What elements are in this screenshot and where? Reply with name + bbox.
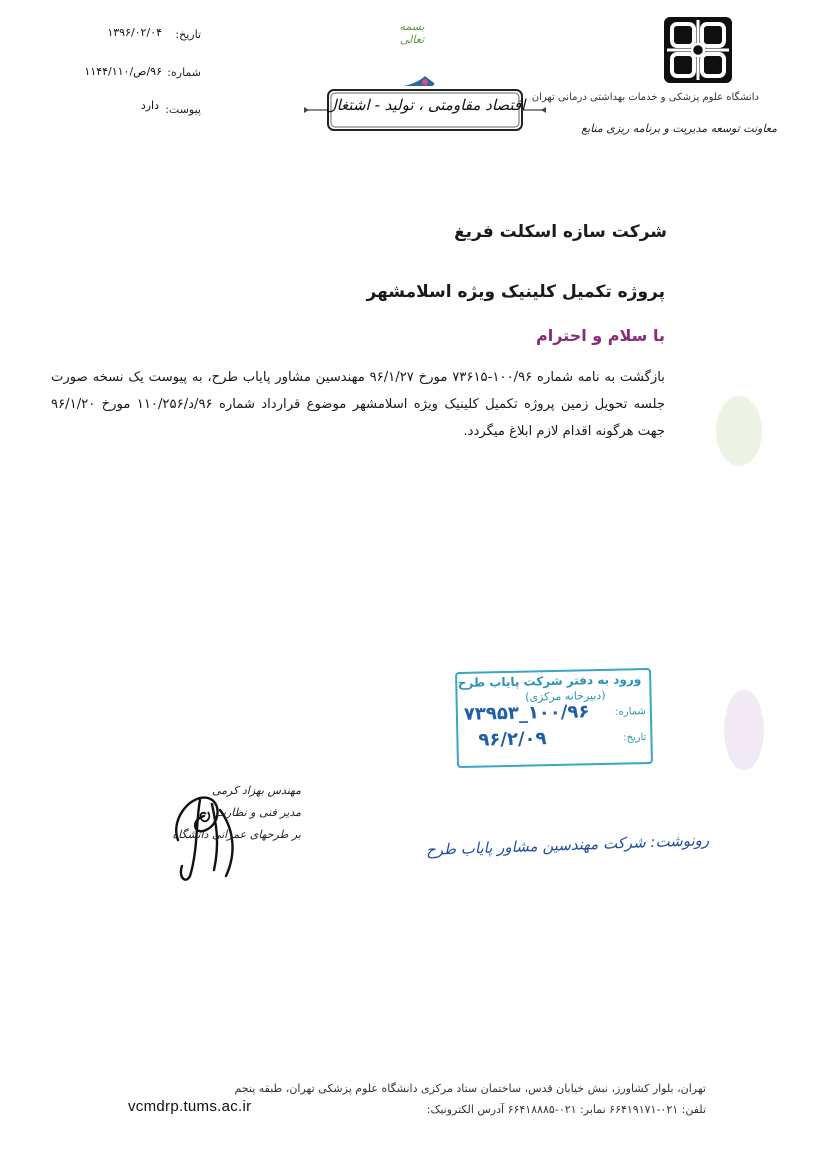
org-name: دانشگاه علوم پزشکی و خدمات بهداشتی درمانی تهران [531,92,759,103]
signatory-block [172,780,301,846]
letter-body: بازگشت به نامه شماره ۱۰۰/۹۶-۷۳۶۱۵ مورخ ۹۶/۱/۲۷ مهندسین مشاور پایاب طرح، به پیوست یک نسخه صورت جلسه تحویل زمین پروژه تکمیل کلینیک ویژه اسلامشهر موضوع قرارداد شماره ۹۶/د/۱۱۰/۲۵۶ مورخ ۹۶/۱/۲۰ جهت هرگونه اقدام لازم ابلاغ میگردد. [51,370,665,439]
signatory-title-2: بر طرحهای عمرانی دانشگاه [172,828,301,841]
stamp-date-value: ۹۶/۲/۰۹ [478,728,547,751]
copy-to-note: رونوشت: شرکت مهندسین مشاور پایاب طرح [425,831,710,859]
stamp-date-label: تاریخ: [623,732,647,744]
footer-website-link[interactable]: vcmdrp.tums.ac.ir [128,1098,252,1115]
attachment-value: دارد [140,99,159,112]
subject-project: پروژه تکمیل کلینیک ویژه اسلامشهر [366,282,665,302]
number-label: شماره: [167,66,201,79]
attachment-label: پیوست: [165,103,201,116]
number-value: ۹۶/ص/۱۱۴۴/۱۱۰ [84,65,162,78]
stamp-number-label: شماره: [615,706,647,718]
recipient-company: شرکت سازه اسکلت فریغ [454,222,667,242]
stamp-subtitle: (دبیرخانه مرکزی) [524,688,606,704]
date-label: تاریخ: [175,28,201,41]
signatory-name: مهندس بهزاد کرمی [212,784,301,797]
received-stamp [455,668,653,768]
org-department: معاونت توسعه مدیریت و برنامه ریزی منابع [581,122,777,135]
slogan-text: اقتصاد مقاومتی ، تولید - اشتغال [325,96,526,114]
scan-artifact [716,396,762,466]
date-value: ۱۳۹۶/۰۲/۰۴ [107,26,162,39]
university-logo-icon [663,16,733,84]
footer-address: تهران، بلوار کشاورز، نبش خیابان قدس، ساختمان ستاد مرکزی دانشگاه علوم پزشکی تهران، طبقه پنجم [234,1082,706,1095]
scan-artifact [724,690,764,770]
bismillah-motto: بسمه تعالی [399,20,425,46]
signatory-title: مدیر فنی و نظارت [215,806,301,819]
stamp-number-value: ۱۰۰/۹۶_۷۳۹۵۳ [463,701,590,725]
greeting: با سلام و احترام [536,326,665,345]
stamp-title: ورود به دفتر شرکت پایاب طرح [457,672,642,691]
footer-contact: تلفن: ۰۲۱-۶۶۴۱۹۱۷۱ نمابر: ۰۲۱-۶۶۴۱۸۸۸۵ آدرس الکترونیک: [426,1103,706,1116]
